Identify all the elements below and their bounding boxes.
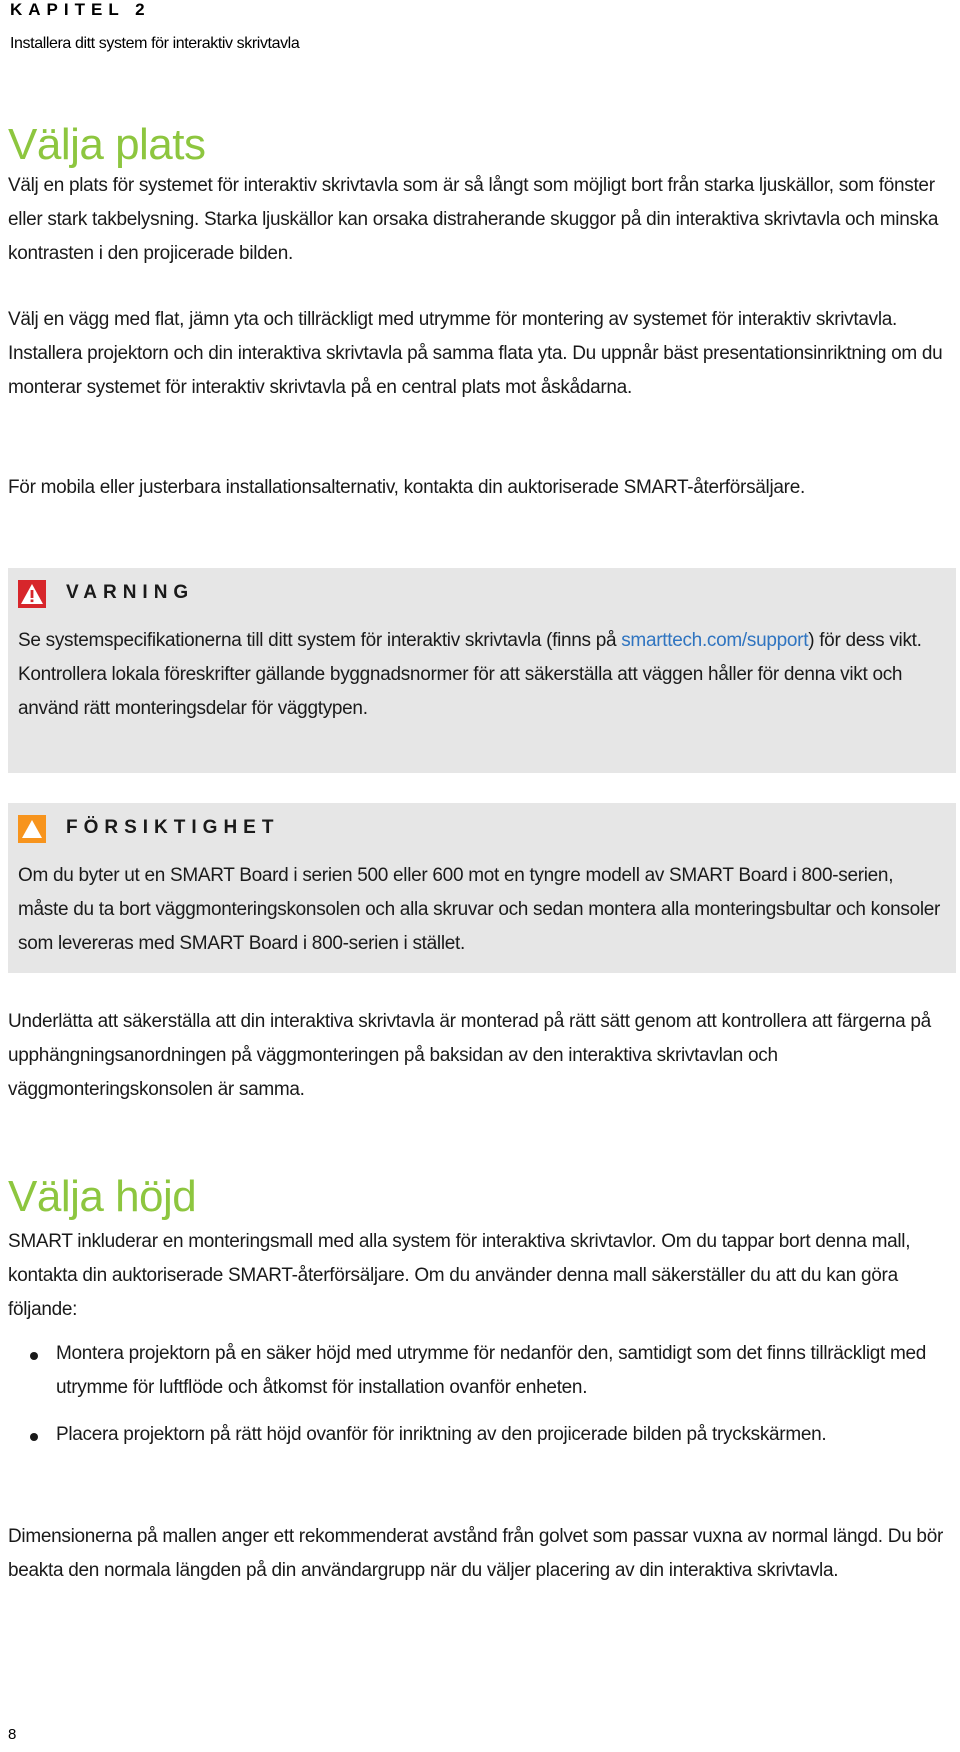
warning-title: VARNING [66, 582, 195, 603]
section-heading-valja-hojd: Välja höjd [8, 1172, 197, 1221]
warning-icon [18, 580, 46, 608]
support-link[interactable]: smarttech.com/support [621, 630, 809, 651]
bullet-list [8, 1337, 953, 1465]
paragraph: Dimensionerna på mallen anger ett rekommenderat avstånd från golvet som passar vuxna av normal längd. Du bör beakta den normala längden på din användargrupp när du väljer placering av din interaktiva skrivtavla. [8, 1526, 943, 1581]
paragraph: Välj en plats för systemet för interaktiv skrivtavla som är så långt som möjligt bort från starka ljuskällor, som fönster eller stark takbelysning. Starka ljuskällor kan orsaka distraherande skuggor på din interaktiva skrivtavla och minska kontrasten i den projicerade bilden. [8, 175, 939, 264]
paragraph: Välj en vägg med flat, jämn yta och tillräckligt med utrymme för montering av systemet för interaktiv skrivtavla. Installera projektorn och din interaktiva skrivtavla på samma flata yta. Du uppnår bäst presentationsinriktning om du monterar systemet för interaktiv skrivtavla på en central plats mot åskådarna. [8, 309, 943, 398]
caution-title: FÖRSIKTIGHET [66, 817, 280, 838]
list-item-text: Placera projektorn på rätt höjd ovanför för inriktning av den projicerade bilden på tryckskärmen. [56, 1424, 827, 1445]
paragraph: Underlätta att säkerställa att din interaktiva skrivtavla är monterad på rätt sätt genom att kontrollera att färgerna på upphängningsanordningen på väggmonteringen på baksidan av den interaktiva skrivtavlan och väggmonteringskonsolen är samma. [8, 1011, 931, 1100]
chapter-label: KAPITEL 2 [10, 0, 151, 19]
list-item [8, 1337, 953, 1405]
paragraph: För mobila eller justerbara installationsalternativ, kontakta din auktoriserade SMART-återförsäljare. [8, 477, 805, 498]
warning-notice [8, 568, 956, 773]
paragraph: SMART inkluderar en monteringsmall med alla system för interaktiva skrivtavlor. Om du tappar bort denna mall, kontakta din auktoriserade SMART-återförsäljare. Om du använder denna mall säkerställer du att du kan göra följande: [8, 1231, 911, 1320]
warning-text-after: ) för dess vikt. Kontrollera lokala föreskrifter gällande byggnadsnormer för att säkerställa att väggen håller för denna vikt och använd rätt monteringsdelar för väggtypen. [18, 630, 922, 719]
bullet-icon [30, 1352, 38, 1360]
caution-icon [18, 815, 46, 843]
caution-text: Om du byter ut en SMART Board i serien 500 eller 600 mot en tyngre modell av SMART Board i 800-serien, måste du ta bort väggmonteringskonsolen och alla skruvar och sedan montera alla monteringsbultar och konsoler som levereras med SMART Board i 800-serien i stället. [18, 865, 941, 954]
list-item [8, 1418, 953, 1452]
chapter-title: Installera ditt system för interaktiv skrivtavla [10, 35, 300, 52]
warning-text [18, 624, 948, 726]
page-number: 8 [8, 1726, 17, 1743]
bullet-icon [30, 1433, 38, 1441]
caution-notice [8, 803, 956, 973]
warning-text-before: Se systemspecifikationerna till ditt system för interaktiv skrivtavla (finns på [18, 630, 622, 651]
list-item-text: Montera projektorn på en säker höjd med utrymme för nedanför den, samtidigt som det finns tillräckligt med utrymme för luftflöde och åtkomst för installation ovanför enheten. [56, 1343, 927, 1398]
section-heading-valja-plats: Välja plats [8, 120, 206, 169]
